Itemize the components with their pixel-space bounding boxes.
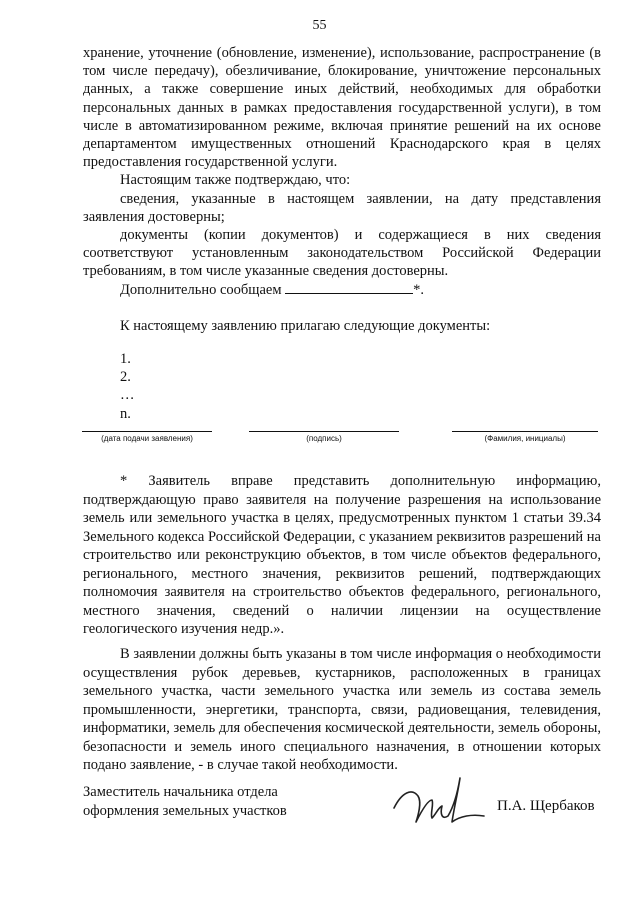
handwritten-signature (388, 770, 488, 832)
date-field (82, 431, 212, 443)
note-text: В заявлении должны быть указаны в том числе информация о необходимости осуществления рубок деревьев, кустарников, расположенных в границах земельного участка, части земельного участка или земель из состава земель промышленности, энергетики, транспорта, связи, радиовещания, телевидения, информатики, земель для обеспечения космической деятельности, земель обороны, безопасности и земель иного специального назначения, в отношении которых подано заявление, - в случае такой необходимости. (83, 646, 601, 773)
signatory-title (83, 783, 287, 821)
list-item: n. (120, 405, 131, 422)
attachments-list (120, 350, 135, 423)
page-number: 55 (312, 18, 327, 33)
additional-blank (285, 281, 413, 294)
signature-fields (0, 431, 639, 451)
signatory-name: П.А. Щербаков (497, 798, 595, 814)
footnote (83, 472, 601, 639)
signature-caption: (подпись) (306, 434, 342, 443)
list-item: 1. (120, 351, 131, 367)
name-field (452, 431, 598, 443)
paragraph-additional (83, 281, 601, 299)
paragraph-documents: документы (копии документов) и содержащиеся в них сведения соответствуют установленным законодательством Российской Федерации требованиям, в том числе указанные сведения достоверны. (83, 227, 601, 280)
paragraph-confirm: Настоящим также подтверждаю, что: (120, 172, 351, 189)
date-caption: (дата подачи заявления) (101, 434, 193, 443)
paragraph-consent: хранение, уточнение (обновление, изменение), использование, распространение (в том числе передачу), обезличивание, блокирование, уничтожение персональных данных, а также совершение иных действий, необходимых для обработки персональных данных в рамках предоставления государственной услуги), в том числе в автоматизированном режиме, включая принятие решений на их основе департаментом имущественных отношений Краснодарского края в целях предоставления государственной услуги. (83, 45, 601, 171)
main-text (83, 44, 601, 335)
signature-line (249, 431, 399, 432)
list-item: … (120, 387, 135, 404)
paragraph-attachments: К настоящему заявлению прилагаю следующие документы: (120, 317, 491, 334)
signature-field (249, 431, 399, 443)
name-line (452, 431, 598, 432)
additional-label: Дополнительно сообщаем (120, 281, 282, 298)
additional-suffix: *. (413, 281, 424, 298)
signatory-title-line-2: оформления земельных участков (83, 803, 287, 819)
list-item: 2. (120, 369, 131, 386)
footnote-text: * Заявитель вправе представить дополнительную информацию, подтверждающую право заявителя на получение разрешения на использование земель или земельного участка в целях, предусмотренных пунктом 1 статьи 39.34 Земельного кодекса Российской Федерации, с указанием реквизитов разрешений на строительство или реконструкцию объектов, в том числе объектов федерального, регионального, местного значения, реквизитов решений, подтверждающих полномочия заявителя на строительство объектов федерального, регионального, местного значения, сведений о наличии лицензии на осуществление геологического изучения недр.». (83, 473, 601, 637)
name-caption: (Фамилия, инициалы) (484, 434, 566, 443)
note (83, 645, 601, 775)
signatory-title-line-1: Заместитель начальника отдела (83, 784, 278, 800)
paragraph-reliable: сведения, указанные в настоящем заявлении, на дату представления заявления достоверны; (83, 190, 601, 225)
date-line (82, 431, 212, 432)
